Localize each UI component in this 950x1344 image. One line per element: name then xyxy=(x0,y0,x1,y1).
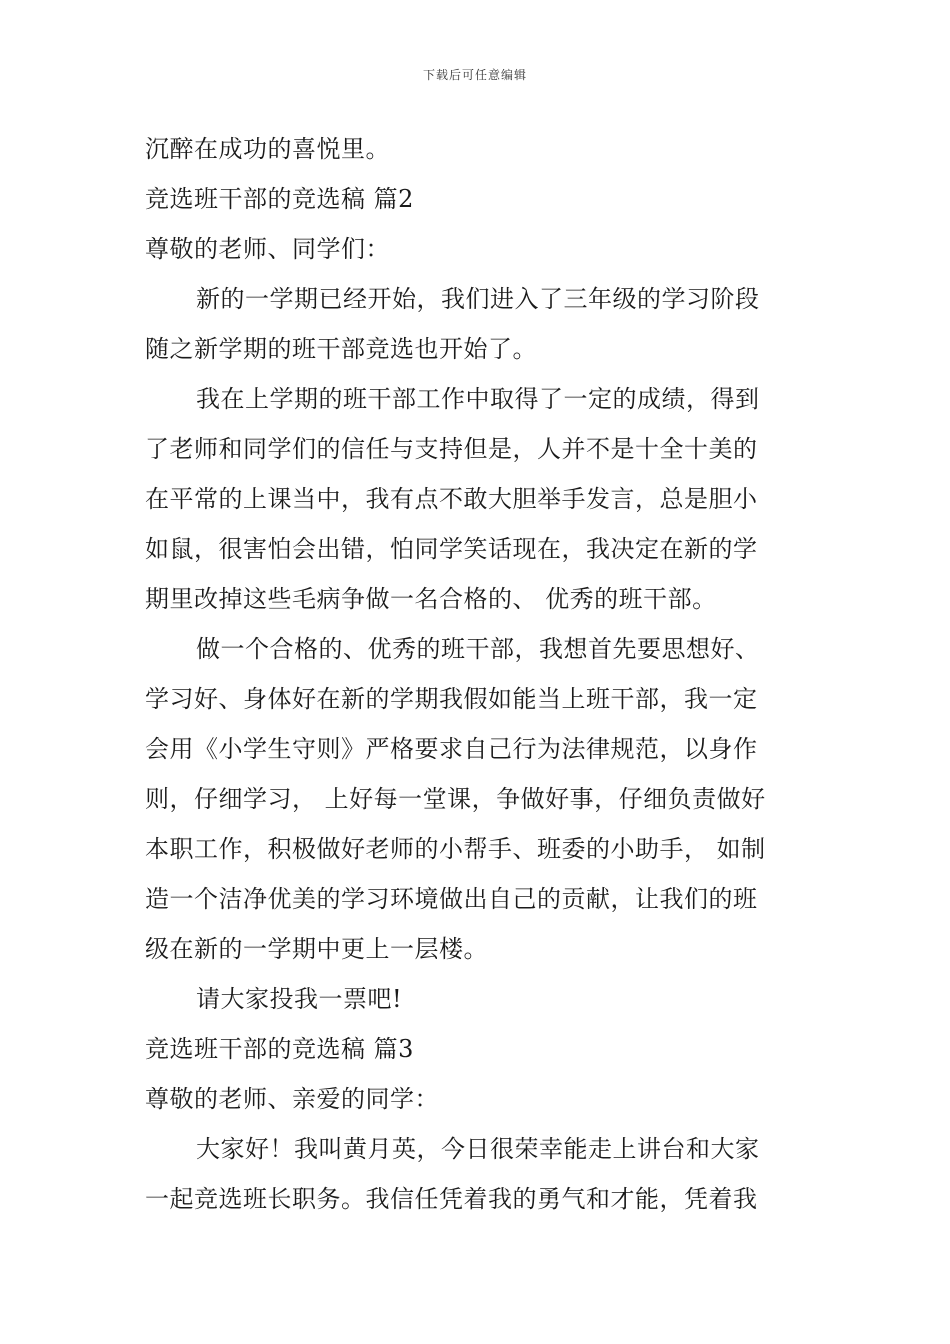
text-line: 学习好、身体好在新的学期我假如能当上班干部，我一定 xyxy=(145,685,758,713)
salutation: 尊敬的老师、亲爱的同学： xyxy=(145,1085,439,1113)
text-line: 随之新学期的班干部竞选也开始了。 xyxy=(145,335,537,363)
text-line: 新的一学期已经开始，我们进入了三年级的学习阶段 xyxy=(196,285,760,313)
text-line: 一起竞选班长职务。我信任凭着我的勇气和才能，凭着我 xyxy=(145,1185,758,1213)
text-line: 了老师和同学们的信任与支持但是，人并不是十全十美的 xyxy=(145,435,758,463)
text-line: 本职工作，积极做好老师的小帮手、班委的小助手， 如制 xyxy=(145,835,766,863)
text-line: 如鼠，很害怕会出错，怕同学笑话现在，我决定在新的学 xyxy=(145,535,758,563)
page-header: 下载后可任意编辑 xyxy=(422,68,527,82)
salutation: 尊敬的老师、同学们： xyxy=(145,235,390,263)
text-line: 会用《小学生守则》严格要求自己行为法律规范，以身作 xyxy=(145,735,758,763)
text-line: 请大家投我一票吧! xyxy=(196,985,403,1013)
text-line: 级在新的一学期中更上一层楼。 xyxy=(145,935,488,963)
text-line: 做一个合格的、优秀的班干部，我想首先要思想好、 xyxy=(196,635,760,663)
text-line: 我在上学期的班干部工作中取得了一定的成绩，得到 xyxy=(196,385,760,413)
section-heading: 竞选班干部的竞选稿 篇3 xyxy=(145,1035,414,1063)
text-line: 沉醉在成功的喜悦里。 xyxy=(145,135,390,163)
text-line: 则，仔细学习， 上好每一堂课，争做好事，仔细负责做好 xyxy=(145,785,766,813)
text-line: 大家好！我叫黄月英，今日很荣幸能走上讲台和大家 xyxy=(196,1135,760,1163)
text-line: 在平常的上课当中，我有点不敢大胆举手发言，总是胆小 xyxy=(145,485,758,513)
section-heading: 竞选班干部的竞选稿 篇2 xyxy=(145,185,414,213)
text-line: 造一个洁净优美的学习环境做出自己的贡献，让我们的班 xyxy=(145,885,758,913)
text-line: 期里改掉这些毛病争做一名合格的、 优秀的班干部。 xyxy=(145,585,717,613)
